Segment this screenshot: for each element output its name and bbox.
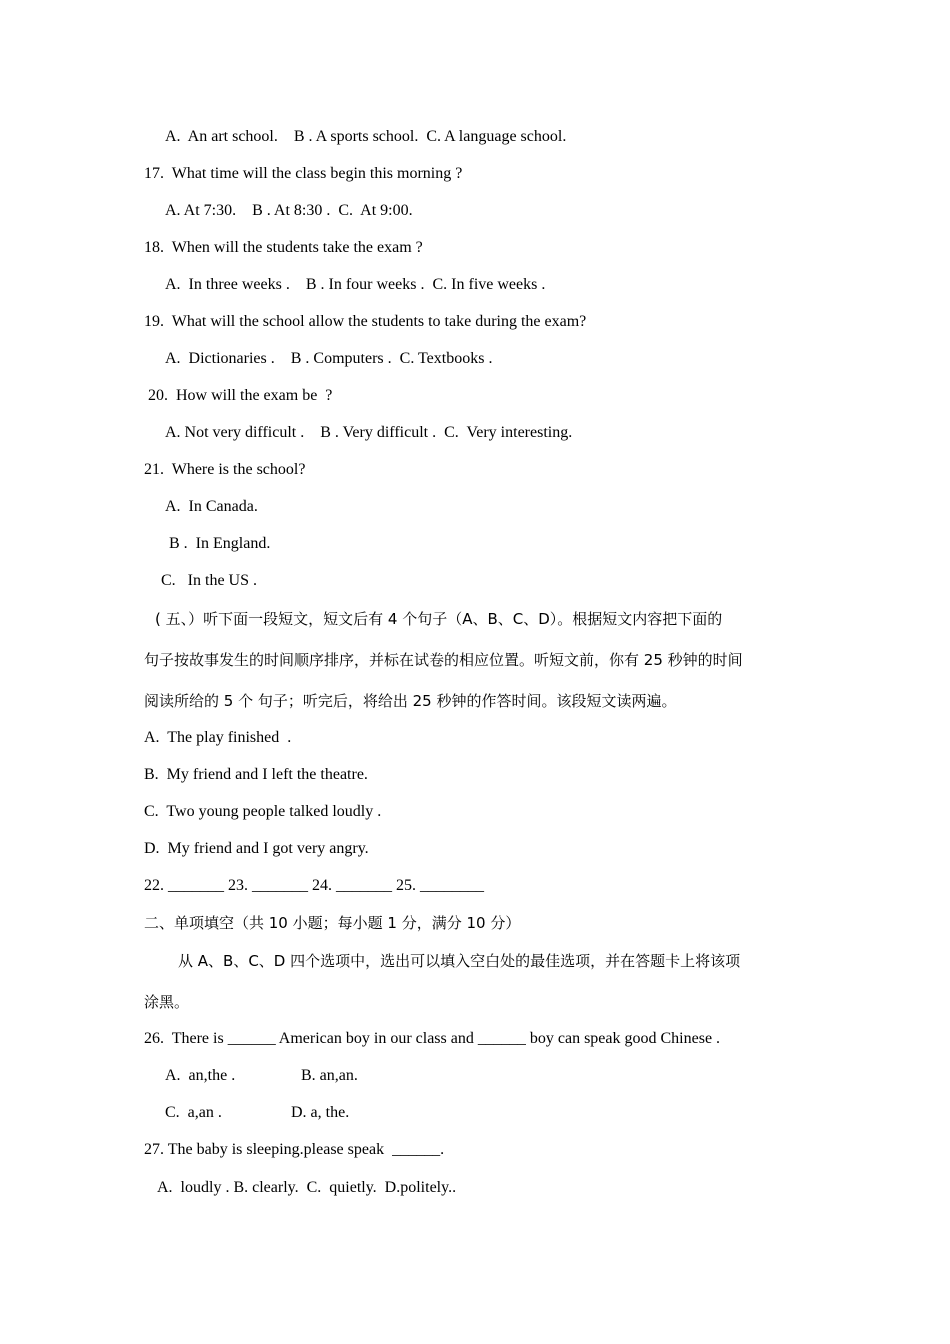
q16-options: A. An art school. B . A sports school. C. A language school.	[165, 128, 567, 145]
q18-question: 18. When will the students take the exam ?	[144, 239, 423, 256]
q21-option-b: B . In England.	[169, 535, 271, 552]
section5-answer-blanks: 22. _______ 23. _______ 24. _______ 25. ________	[144, 877, 484, 894]
q26-option-b: B. an,an.	[301, 1067, 358, 1084]
part2-instruction-line1: 从 A、B、C、D 四个选项中，选出可以填入空白处的最佳选项，并在答题卡上将该项	[178, 952, 741, 970]
q17-options: A. At 7:30. B . At 8:30 . C. At 9:00.	[165, 202, 413, 219]
q17-question: 17. What time will the class begin this morning ?	[144, 165, 463, 182]
q27-question: 27. The baby is sleeping.please speak ______.	[144, 1141, 445, 1158]
q21-option-c: C. In the US .	[161, 572, 257, 589]
q21-option-a: A. In Canada.	[165, 498, 258, 515]
section5-instruction-line2: 句子按故事发生的时间顺序排序，并标在试卷的相应位置。听短文前，你有 25 秒钟的时间	[144, 651, 743, 669]
q18-options: A. In three weeks . B . In four weeks . C. In five weeks .	[165, 276, 546, 293]
q19-options: A. Dictionaries . B . Computers . C. Textbooks .	[165, 350, 493, 367]
q26-option-c: C. a,an .	[165, 1104, 222, 1121]
q20-options: A. Not very difficult . B . Very difficult . C. Very interesting.	[165, 424, 573, 441]
q26-option-d: D. a, the.	[291, 1104, 350, 1121]
section5-instruction-line3: 阅读所给的 5 个 句子；听完后，将给出 25 秒钟的作答时间。该段短文读两遍。	[144, 692, 677, 710]
section5-sentence-c: C. Two young people talked loudly .	[144, 803, 382, 820]
section5-instruction-line1: ( 五、）听下面一段短文，短文后有 4 个句子（A、B、C、D）。根据短文内容把下面的	[155, 610, 723, 628]
section5-sentence-b: B. My friend and I left the theatre.	[144, 766, 368, 783]
part2-instruction-line2: 涂黑。	[144, 993, 190, 1011]
q21-question: 21. Where is the school?	[144, 461, 306, 478]
section5-sentence-d: D. My friend and I got very angry.	[144, 840, 369, 857]
q26-question: 26. There is ______ American boy in our class and ______ boy can speak good Chinese .	[144, 1030, 721, 1047]
part2-heading: 二、单项填空（共 10 小题；每小题 1 分，满分 10 分）	[144, 914, 521, 932]
q20-question: 20. How will the exam be ?	[148, 387, 333, 404]
section5-sentence-a: A. The play finished .	[144, 729, 292, 746]
q26-option-a: A. an,the .	[165, 1067, 236, 1084]
q19-question: 19. What will the school allow the students to take during the exam?	[144, 313, 587, 330]
q27-options: A. loudly . B. clearly. C. quietly. D.politely..	[157, 1179, 457, 1196]
